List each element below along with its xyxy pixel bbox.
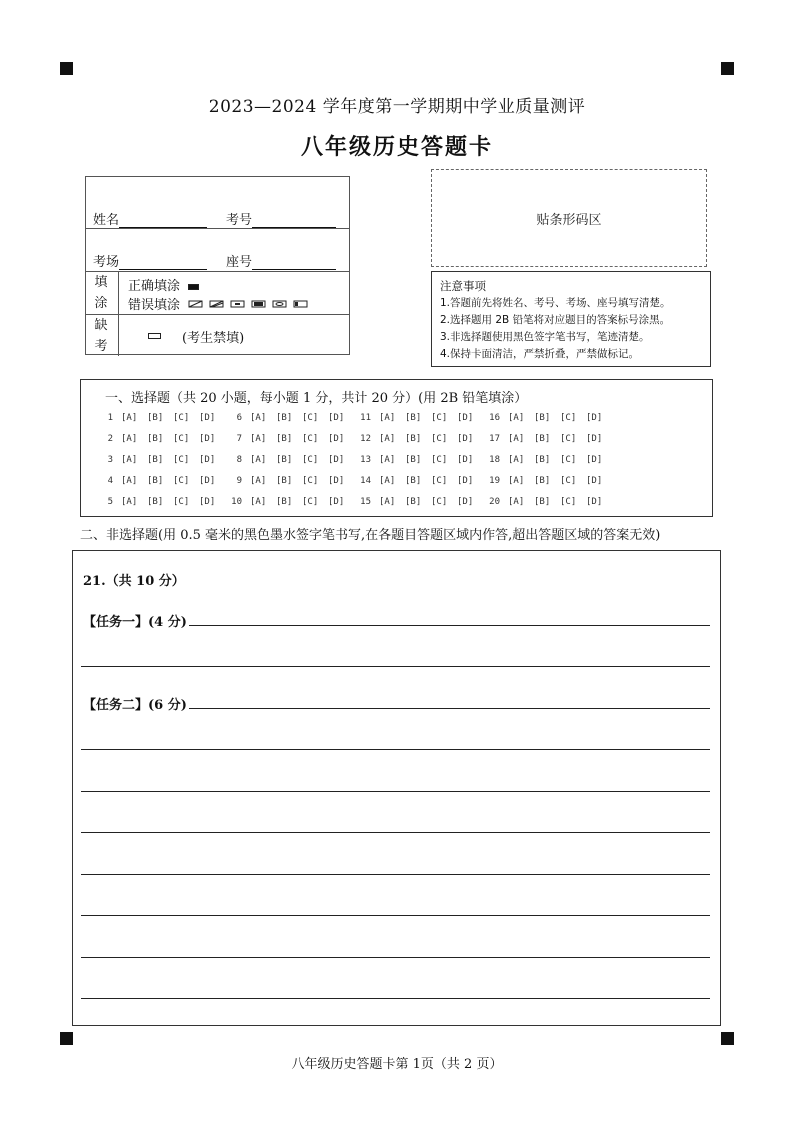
choice-option[interactable]: [A]	[250, 476, 267, 486]
choice-option[interactable]: [D]	[457, 413, 474, 423]
exam-no-field[interactable]	[252, 213, 336, 228]
question-number: 16	[489, 413, 500, 423]
choice-option[interactable]: [B]	[147, 476, 164, 486]
choice-option[interactable]: [B]	[534, 497, 551, 507]
choice-option[interactable]: [A]	[508, 455, 525, 465]
task1-line[interactable]	[189, 625, 710, 626]
choice-option[interactable]: [A]	[250, 434, 267, 444]
choice-question	[99, 455, 225, 465]
choice-option[interactable]: [D]	[328, 455, 345, 465]
task1-label: 【任务一】(4 分)	[83, 615, 187, 630]
choice-option[interactable]: [B]	[405, 434, 422, 444]
task2-line[interactable]	[189, 708, 710, 709]
answer-line[interactable]	[81, 998, 710, 999]
choice-option[interactable]: [B]	[534, 455, 551, 465]
choice-question	[486, 455, 612, 465]
choice-question	[228, 476, 354, 486]
question-number: 11	[360, 413, 371, 423]
question-number: 14	[360, 476, 371, 486]
choice-question	[486, 434, 612, 444]
choice-option[interactable]: [C]	[173, 455, 190, 465]
choice-option[interactable]: [B]	[276, 413, 293, 423]
choice-option[interactable]: [A]	[379, 497, 396, 507]
question-number: 17	[489, 434, 500, 444]
choice-question	[486, 476, 612, 486]
choice-option[interactable]: [B]	[276, 497, 293, 507]
choice-option[interactable]: [C]	[560, 434, 577, 444]
choice-question	[228, 455, 354, 465]
choice-option[interactable]: [D]	[199, 476, 216, 486]
notice-item: 3.非选择题使用黑色签字笔书写，笔迹清楚。	[440, 331, 650, 343]
choice-question	[486, 497, 612, 507]
non-choice-heading: 二、非选择题(用 0.5 毫米的黑色墨水签字笔书写,在各题目答题区域内作答,超出答题区域的答案无效)	[80, 528, 661, 543]
registration-mark	[60, 62, 73, 75]
choice-question	[99, 476, 225, 486]
choice-option[interactable]: [C]	[302, 413, 319, 423]
question-number: 13	[360, 455, 371, 465]
wrong-fill-marks	[188, 299, 312, 309]
answer-area[interactable]	[72, 550, 721, 1026]
choice-option[interactable]: [A]	[508, 413, 525, 423]
choice-option[interactable]: [B]	[276, 476, 293, 486]
choice-option[interactable]: [A]	[121, 413, 138, 423]
choice-option[interactable]: [D]	[586, 476, 603, 486]
choice-option[interactable]: [D]	[328, 476, 345, 486]
notice-item: 4.保持卡面清洁，严禁折叠，严禁做标记。	[440, 348, 640, 360]
room-field[interactable]	[119, 255, 207, 270]
barcode-area	[431, 169, 707, 267]
choice-option[interactable]: [A]	[121, 476, 138, 486]
wrong-fill-label: 错误填涂	[128, 298, 181, 313]
choice-question	[99, 434, 225, 444]
choice-option[interactable]: [B]	[276, 455, 293, 465]
choice-option[interactable]: [B]	[147, 497, 164, 507]
choice-question	[357, 476, 483, 486]
choice-option[interactable]: [C]	[173, 413, 190, 423]
question-21-label: 21.（共 10 分）	[83, 574, 185, 589]
room-row	[86, 229, 349, 272]
choice-option[interactable]: [A]	[379, 476, 396, 486]
choice-option[interactable]: [D]	[328, 497, 345, 507]
registration-mark	[60, 1032, 73, 1045]
question-number: 18	[489, 455, 500, 465]
room-label: 考场	[93, 255, 120, 270]
choice-option[interactable]: [A]	[250, 455, 267, 465]
choice-option[interactable]: [D]	[328, 434, 345, 444]
choice-option[interactable]: [B]	[147, 434, 164, 444]
choice-option[interactable]: [C]	[431, 413, 448, 423]
absent-checkbox[interactable]	[148, 333, 161, 339]
choice-option[interactable]: [A]	[121, 455, 138, 465]
answer-line[interactable]	[81, 749, 710, 750]
choice-question	[357, 434, 483, 444]
answer-line[interactable]	[81, 791, 710, 792]
seat-field[interactable]	[252, 255, 336, 270]
question-number: 4	[107, 476, 113, 486]
correct-fill-mark	[188, 284, 199, 290]
choice-option[interactable]: [B]	[534, 434, 551, 444]
name-row	[86, 177, 349, 229]
choice-option[interactable]: [A]	[508, 476, 525, 486]
choice-question	[228, 413, 354, 423]
choice-option[interactable]: [C]	[560, 476, 577, 486]
question-number: 7	[236, 434, 242, 444]
choice-option[interactable]: [B]	[534, 413, 551, 423]
choice-option[interactable]: [D]	[457, 476, 474, 486]
registration-mark	[721, 62, 734, 75]
choice-option[interactable]: [C]	[302, 434, 319, 444]
choice-option[interactable]: [B]	[147, 413, 164, 423]
choice-option[interactable]: [D]	[586, 434, 603, 444]
choice-option[interactable]: [C]	[302, 476, 319, 486]
question-number: 5	[107, 497, 113, 507]
choice-option[interactable]: [C]	[173, 497, 190, 507]
question-number: 15	[360, 497, 371, 507]
choice-option[interactable]: [D]	[199, 455, 216, 465]
choice-option[interactable]: [B]	[405, 476, 422, 486]
fill-label-top: 填	[94, 275, 108, 290]
student-info-box	[85, 176, 350, 355]
choice-question	[228, 434, 354, 444]
card-title: 八年级历史答题卡	[300, 134, 493, 160]
choice-section	[80, 379, 713, 517]
question-number: 2	[107, 434, 113, 444]
question-number: 19	[489, 476, 500, 486]
choice-option[interactable]: [C]	[431, 476, 448, 486]
choice-option[interactable]: [C]	[431, 434, 448, 444]
choice-option[interactable]: [D]	[199, 434, 216, 444]
question-number: 9	[236, 476, 242, 486]
choice-option[interactable]: [A]	[379, 455, 396, 465]
question-number: 20	[489, 497, 500, 507]
choice-option[interactable]: [C]	[173, 476, 190, 486]
answer-line[interactable]	[81, 957, 710, 958]
choice-option[interactable]: [A]	[508, 497, 525, 507]
absent-label-bottom: 考	[94, 339, 108, 354]
answer-line[interactable]	[81, 915, 710, 916]
choice-option[interactable]: [B]	[276, 434, 293, 444]
choice-question	[486, 413, 612, 423]
choice-option[interactable]: [A]	[250, 413, 267, 423]
choice-option[interactable]: [B]	[405, 413, 422, 423]
choice-option[interactable]: [B]	[534, 476, 551, 486]
notice-box	[431, 271, 711, 367]
choice-question	[357, 413, 483, 423]
choice-option[interactable]: [C]	[431, 497, 448, 507]
question-number: 6	[236, 413, 242, 423]
choice-option[interactable]: [A]	[508, 434, 525, 444]
exam-title: 2023—2024 学年度第一学期期中学业质量测评	[208, 97, 586, 117]
choice-option[interactable]: [D]	[457, 455, 474, 465]
choice-question	[228, 497, 354, 507]
correct-fill-label: 正确填涂	[128, 279, 181, 294]
answer-line[interactable]	[81, 666, 710, 667]
question-number: 10	[231, 497, 242, 507]
choice-option[interactable]: [A]	[121, 434, 138, 444]
choice-option[interactable]: [C]	[302, 455, 319, 465]
choice-option[interactable]: [D]	[199, 413, 216, 423]
absent-row	[86, 315, 349, 356]
question-number: 1	[107, 413, 113, 423]
choice-option[interactable]: [B]	[405, 455, 422, 465]
choice-heading: 一、选择题（共 20 小题，每小题 1 分，共计 20 分）(用 2B 铅笔填涂）	[105, 391, 528, 406]
absent-note: (考生禁填)	[182, 331, 245, 346]
task2-label: 【任务二】(6 分)	[83, 698, 187, 713]
choice-option[interactable]: [C]	[560, 413, 577, 423]
question-number: 8	[236, 455, 242, 465]
choice-option[interactable]: [C]	[302, 497, 319, 507]
choice-question	[357, 497, 483, 507]
choice-option[interactable]: [D]	[586, 413, 603, 423]
choice-option[interactable]: [D]	[328, 413, 345, 423]
choice-option[interactable]: [D]	[457, 497, 474, 507]
barcode-label: 贴条形码区	[536, 212, 602, 228]
fill-example-row	[86, 272, 349, 315]
choice-option[interactable]: [C]	[431, 455, 448, 465]
choice-option[interactable]: [A]	[379, 413, 396, 423]
choice-option[interactable]: [B]	[405, 497, 422, 507]
choice-option[interactable]: [C]	[560, 497, 577, 507]
choice-option[interactable]: [D]	[586, 455, 603, 465]
choice-question	[99, 497, 225, 507]
choice-question	[99, 413, 225, 423]
choice-option[interactable]: [D]	[586, 497, 603, 507]
choice-option[interactable]: [A]	[250, 497, 267, 507]
notice-item: 1.答题前先将姓名、考号、考场、座号填写清楚。	[440, 297, 671, 309]
answer-line[interactable]	[81, 832, 710, 833]
question-number: 12	[360, 434, 371, 444]
notice-item: 2.选择题用 2B 铅笔将对应题目的答案标号涂黑。	[440, 314, 671, 326]
choice-option[interactable]: [C]	[173, 434, 190, 444]
question-number: 3	[107, 455, 113, 465]
choice-option[interactable]: [B]	[147, 455, 164, 465]
exam-no-label: 考号	[226, 213, 253, 228]
choice-question	[357, 455, 483, 465]
absent-label-top: 缺	[94, 318, 108, 333]
name-label: 姓名	[93, 213, 120, 228]
choice-option[interactable]: [A]	[379, 434, 396, 444]
choice-option[interactable]: [C]	[560, 455, 577, 465]
answer-line[interactable]	[81, 874, 710, 875]
seat-label: 座号	[226, 255, 253, 270]
choice-option[interactable]: [A]	[121, 497, 138, 507]
registration-mark	[721, 1032, 734, 1045]
fill-label-bottom: 涂	[94, 296, 108, 311]
notice-title: 注意事项	[440, 279, 486, 293]
choice-option[interactable]: [D]	[199, 497, 216, 507]
name-field[interactable]	[119, 213, 207, 228]
page-footer: 八年级历史答题卡第 1页（共 2 页）	[291, 1057, 503, 1072]
choice-option[interactable]: [D]	[457, 434, 474, 444]
